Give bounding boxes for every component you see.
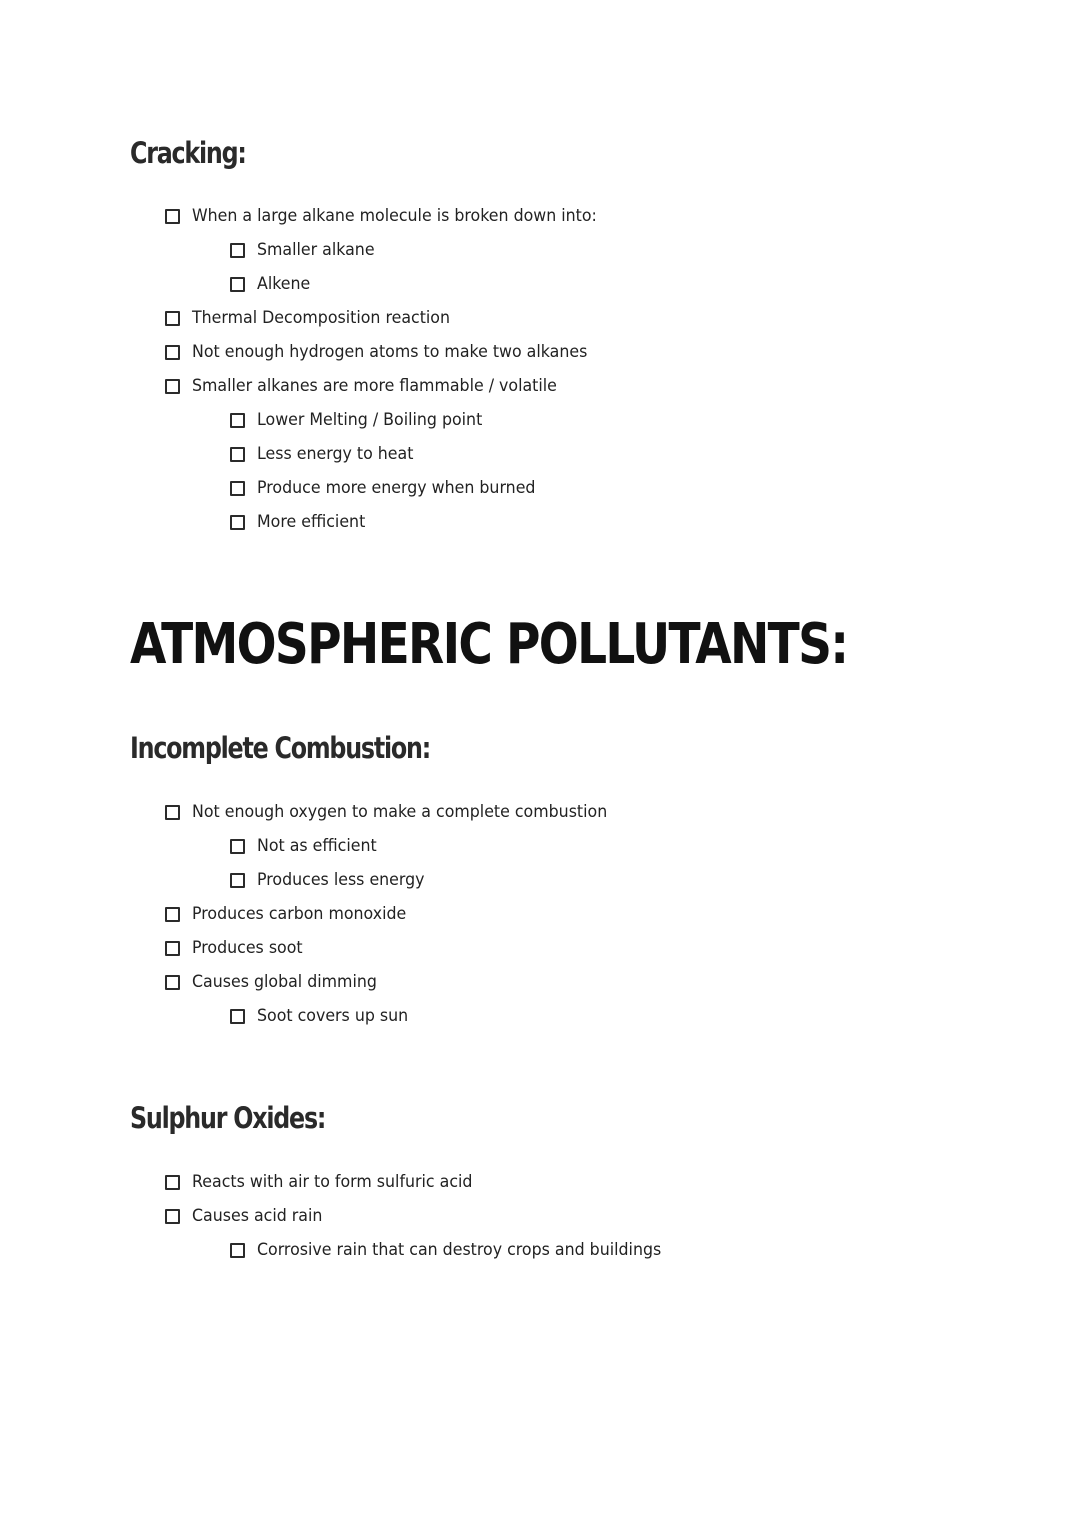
- checklist-item-label: Not enough oxygen to make a complete combustion: [192, 802, 608, 822]
- checklist-item-label: Produces soot: [192, 938, 303, 958]
- checklist-item[interactable]: [165, 902, 422, 926]
- checklist-item-label: Produces less energy: [257, 870, 425, 890]
- checklist-item-label: Produce more energy when burned: [257, 478, 536, 498]
- checkbox[interactable]: [165, 311, 180, 326]
- checklist-item[interactable]: [230, 510, 373, 534]
- checklist-item[interactable]: [230, 442, 425, 466]
- checklist-item[interactable]: [230, 408, 499, 432]
- checkbox[interactable]: [165, 1209, 180, 1224]
- checkbox[interactable]: [165, 345, 180, 360]
- checklist-item[interactable]: [230, 834, 386, 858]
- checkbox[interactable]: [230, 447, 245, 462]
- checklist-item-label: When a large alkane molecule is broken down into:: [192, 206, 597, 226]
- checklist-item[interactable]: [165, 936, 311, 960]
- incomplete-combustion-heading: Incomplete Combustion:: [130, 731, 430, 765]
- checklist-item-label: Reacts with air to form sulfuric acid: [192, 1172, 473, 1192]
- checklist-item[interactable]: [230, 1238, 692, 1262]
- checkbox[interactable]: [165, 805, 180, 820]
- checklist-item[interactable]: [165, 204, 627, 228]
- checkbox[interactable]: [165, 941, 180, 956]
- sulphur-oxides-heading: Sulphur Oxides:: [130, 1101, 326, 1135]
- checkbox[interactable]: [165, 975, 180, 990]
- checklist-item[interactable]: [165, 340, 617, 364]
- checklist-item-label: Corrosive rain that can destroy crops and buildings: [257, 1240, 662, 1260]
- checklist-item[interactable]: [165, 1204, 332, 1228]
- checklist-item-label: Lower Melting / Boiling point: [257, 410, 483, 430]
- checkbox[interactable]: [230, 413, 245, 428]
- checklist-item-label: More efficient: [257, 512, 366, 532]
- checklist-item[interactable]: [165, 374, 584, 398]
- checkbox[interactable]: [165, 907, 180, 922]
- checklist-item-label: Not enough hydrogen atoms to make two alkanes: [192, 342, 588, 362]
- checklist-item[interactable]: [165, 306, 469, 330]
- checklist-item[interactable]: [230, 1004, 420, 1028]
- checkbox[interactable]: [230, 277, 245, 292]
- checklist-item-label: Thermal Decomposition reaction: [192, 308, 451, 328]
- checkbox[interactable]: [230, 873, 245, 888]
- checklist-item[interactable]: [165, 800, 638, 824]
- checklist-item[interactable]: [165, 970, 391, 994]
- checkbox[interactable]: [165, 1175, 180, 1190]
- checkbox[interactable]: [230, 243, 245, 258]
- checkbox[interactable]: [230, 1243, 245, 1258]
- checkbox[interactable]: [230, 1009, 245, 1024]
- checklist-item[interactable]: [230, 238, 383, 262]
- checklist-item-label: Produces carbon monoxide: [192, 904, 407, 924]
- checkbox[interactable]: [165, 379, 180, 394]
- checkbox[interactable]: [230, 515, 245, 530]
- checklist-item-label: Not as efficient: [257, 836, 377, 856]
- checklist-item[interactable]: [230, 868, 437, 892]
- page-title: ATMOSPHERIC POLLUTANTS:: [130, 612, 848, 677]
- checklist-item[interactable]: [165, 1170, 494, 1194]
- checkbox[interactable]: [230, 481, 245, 496]
- checklist-item-label: Causes acid rain: [192, 1206, 323, 1226]
- checklist-item[interactable]: [230, 476, 556, 500]
- checklist-item-label: Less energy to heat: [257, 444, 414, 464]
- checklist-item-label: Alkene: [257, 274, 311, 294]
- checklist-item-label: Smaller alkane: [257, 240, 375, 260]
- checklist-item-label: Soot covers up sun: [257, 1006, 409, 1026]
- checklist-item-label: Smaller alkanes are more flammable / volatile: [192, 376, 557, 396]
- checklist-item[interactable]: [230, 272, 314, 296]
- checklist-item-label: Causes global dimming: [192, 972, 377, 992]
- cracking-heading: Cracking:: [130, 136, 246, 170]
- checkbox[interactable]: [230, 839, 245, 854]
- checkbox[interactable]: [165, 209, 180, 224]
